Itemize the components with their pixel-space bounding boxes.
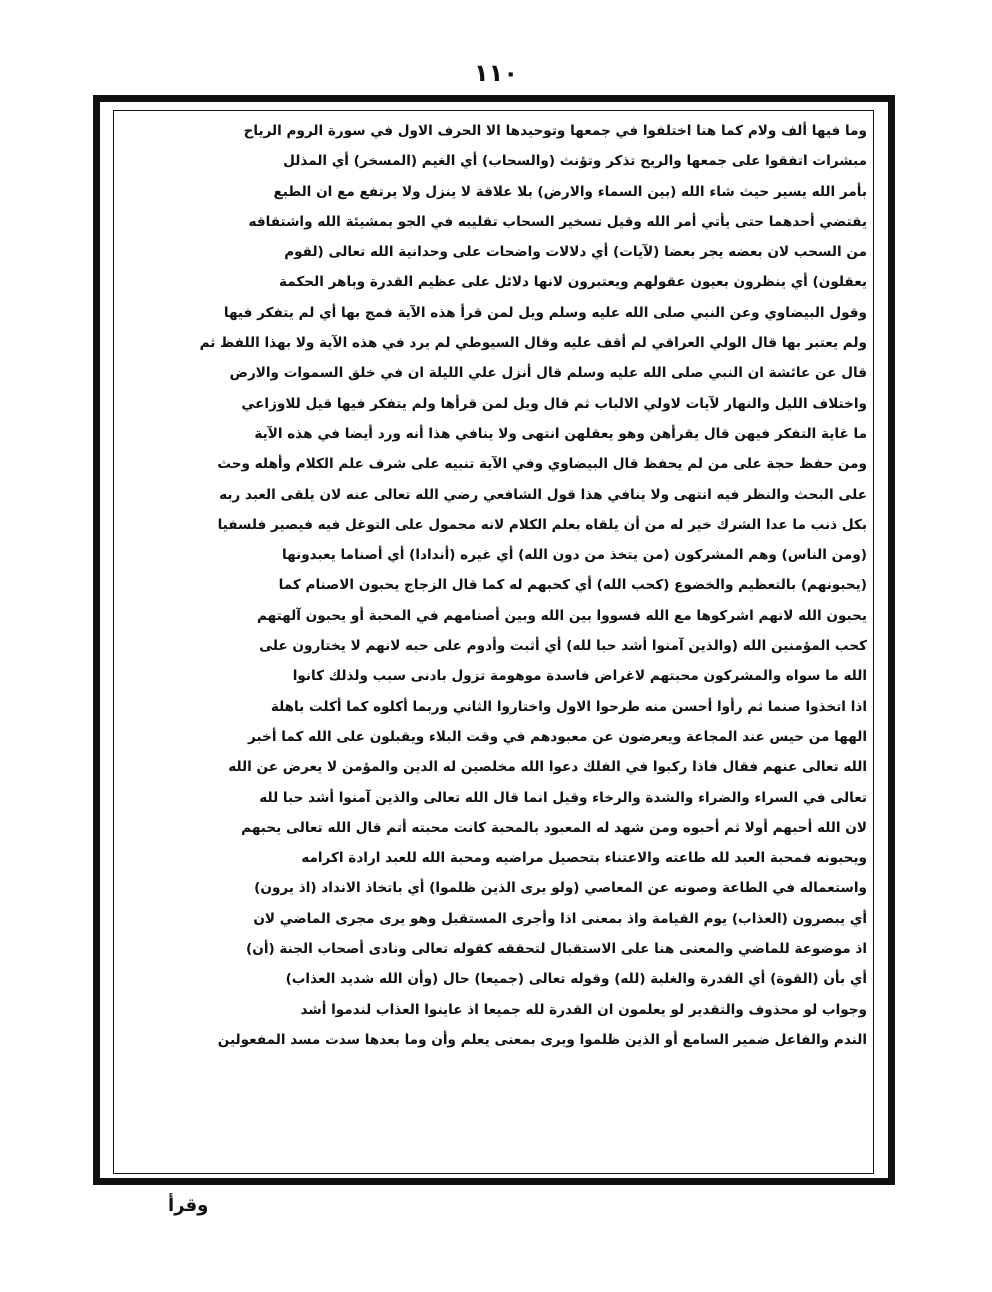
text-line: يعقلون) أي ينظرون بعيون عقولهم ويعتبرون لانها دلائل على عظيم القدرة وباهر الحكمة — [279, 274, 867, 291]
text-line: لان الله أحبهم أولا ثم أحبوه ومن شهد له المعبود بالمحبة كانت محبته أتم قال الله تعالى يحبهم — [241, 819, 867, 836]
text-line: تعالى في السراء والضراء والشدة والرخاء وقيل انما قال الله تعالى والذين آمنوا أشد حبا لله — [259, 789, 867, 806]
text-line: ويحبونه فمحبة العبد لله طاعته والاعتناء بتحصيل مراضيه ومحبة الله للعبد ارادة اكرامه — [301, 850, 867, 867]
text-line: الله تعالى عنهم فقال فاذا ركبوا في الفلك دعوا الله مخلصين له الدين والمؤمن لا يعرض عن الله — [228, 759, 867, 776]
text-lines — [120, 116, 867, 1055]
text-line: وما فيها ألف ولام كما هنا اختلفوا في جمعها وتوحيدها الا الحرف الاول في سورة الروم الرياح — [243, 123, 867, 139]
text-line: على البحث والنظر فيه انتهى ولا ينافي هذا قول الشافعي رضي الله تعالى عنه لان يلقى العبد ربه — [219, 486, 867, 503]
text-line: ولم يعتبر بها قال الولي العراقي لم أقف عليه وقال السيوطي لم يرد في هذه الآية ولا بهذا اللفظ ثم — [199, 335, 867, 352]
text-line: الهها من حيس عند المجاعة ويعرضون عن معبودهم في وقت البلاء ويقبلون على الله كما أخبر — [248, 728, 867, 745]
text-line: قال عن عائشة ان النبي صلى الله عليه وسلم قال أنزل علي الليلة ان في خلق السموات والارض — [229, 365, 867, 382]
text-line: يحبون الله لانهم اشركوها مع الله فسووا بين الله وبين أصنامهم في المحبة أو يحبون آلهتهم — [256, 607, 867, 624]
text-line: الله ما سواه والمشركون محبتهم لاغراض فاسدة موهومة تزول بادنى سبب ولذلك كانوا — [292, 668, 867, 685]
text-line: الندم والفاعل ضمير السامع أو الذين ظلموا ويرى بمعنى يعلم وأن وما بعدها سدت مسد المفعولين — [217, 1031, 867, 1048]
text-line: اذا اتخذوا صنما ثم رأوا أحسن منه طرحوا الاول واختاروا الثاني وربما أكلوه كما أكلت باهلة — [270, 698, 867, 715]
text-line: (ومن الناس) وهم المشركون (من يتخذ من دون الله) أي غيره (أندادا) أي أصناما يعبدونها — [282, 547, 867, 564]
text-line: اذ موضوعة للماضي والمعنى هنا على الاستقبال لتحققه كقوله تعالى ونادى أصحاب الجنة (أن) — [246, 941, 867, 958]
text-line: أي يبصرون (العذاب) يوم القيامة واذ بمعنى اذا وأجرى المستقبل وهو يرى مجرى الماضي لان — [253, 910, 867, 927]
text-line: بأمر الله يسير حيث شاء الله (بين السماء والارض) بلا علاقة لا ينزل ولا يرتفع مع ان الطبع — [273, 183, 867, 200]
text-line: ما غاية التفكر فيهن قال يقرأهن وهو يعقلهن انتهى ولا ينافي هذا أنه ورد أيضا في هذه الآية — [254, 425, 867, 442]
text-line: بكل ذنب ما عدا الشرك خير له من أن يلقاه بعلم الكلام لانه محمول على التوغل فيه فيصير فلسفيا — [217, 516, 867, 533]
text-line: وقول البيضاوي وعن النبي صلى الله عليه وسلم ويل لمن قرأ هذه الآية فمج بها أي لم يتفكر فيها — [223, 304, 867, 321]
catchword: وقرأ — [168, 1195, 209, 1216]
text-line: أي بأن (القوة) أي القدرة والغلبة (لله) وقوله تعالى (جميعا) حال (وأن الله شديد العذاب) — [285, 971, 867, 988]
text-line: واستعماله في الطاعة وصونه عن المعاصي (ولو يرى الذين ظلموا) أي باتخاذ الانداد (اذ يرون) — [254, 880, 867, 897]
text-line: مبشرات اتفقوا على جمعها والريح تذكر وتؤنث (والسحاب) أي الغيم (المسخر) أي المذلل — [283, 153, 867, 170]
text-line: (يحبونهم) بالتعظيم والخضوع (كحب الله) أي كحبهم له كما قال الزجاج يحبون الاصنام كما — [278, 577, 867, 594]
page-number: ١١٠ — [474, 59, 518, 87]
text-line: واختلاف الليل والنهار لآيات لاولي الالباب ثم قال ويل لمن قرأها ولم يتفكر فيها قيل للاوزاعي — [241, 395, 867, 412]
text-block — [113, 110, 874, 1174]
text-line: من السحب لان بعضه يجر بعضا (لآيات) أي دلالات واضحات على وحدانية الله تعالى (لقوم — [284, 244, 867, 261]
text-line: وجواب لو محذوف والتقدير لو يعلمون ان القدرة لله جميعا اذ عاينوا العذاب لندموا أشد — [300, 1001, 867, 1018]
text-line: يقتضي أحدهما حتى يأتي أمر الله وقيل تسخير السحاب تقليبه في الجو بمشيئة الله واشتقاقه — [248, 213, 867, 230]
text-line: ومن حفظ حجة على من لم يحفظ قال البيضاوي وفي الآية تنبيه على شرف علم الكلام وأهله وحث — [217, 456, 867, 473]
text-line: كحب المؤمنين الله (والذين آمنوا أشد حبا لله) أي أثبت وأدوم على حبه لانهم لا يختارون على — [259, 638, 867, 655]
